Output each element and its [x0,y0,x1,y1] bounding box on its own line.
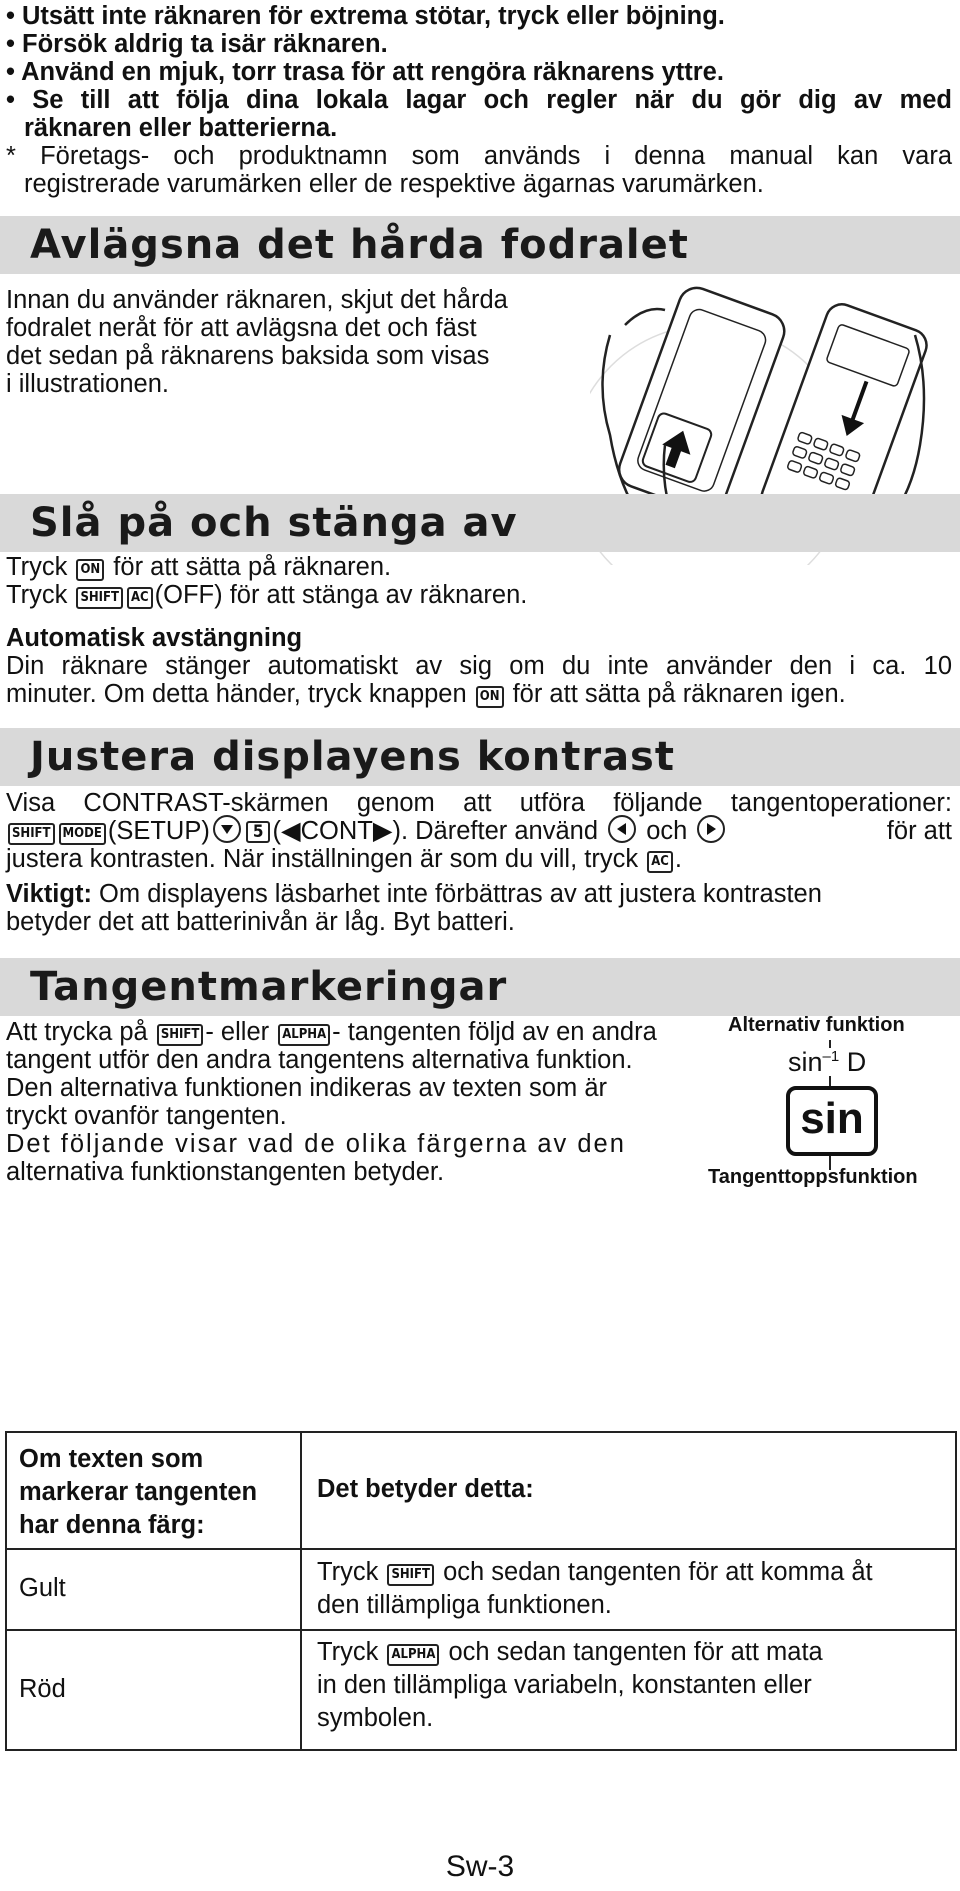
header-left [19,1443,257,1542]
section-heading-power [0,494,960,552]
text: Tryck [6,553,68,581]
keytop-function-label: Tangenttoppsfunktion [708,1166,918,1188]
markings-text: Det följande visar vad de olika färgerna av den [6,1130,626,1158]
text: D [846,1047,867,1077]
markings-text: tangent utför den andra tangentens alternativa funktion. [6,1046,633,1074]
shift-key: SHIFT [8,823,55,845]
remove-case-text: fodralet neråt för att avlägsna det och fäst [6,314,477,342]
page-number: Sw-3 [445,1850,515,1883]
text: (OFF) för att stänga av räknaren. [154,581,528,609]
heading-text: Justera displayens kontrast [30,734,675,780]
text: ( [272,817,281,845]
text: markerar tangenten [19,1478,258,1506]
five-key: 5 [246,821,271,843]
text: sin [788,1047,823,1077]
text: justera kontrasten. När inställningen är som du vill, tryck [6,845,639,873]
ac-key: AC [127,587,153,609]
footnote-trademarks: * Företags- och produktnamn som används i denna manual kan vara [6,142,952,170]
text: - eller [205,1018,270,1046]
text: Att trycka på [6,1018,148,1046]
heading-text: Slå på och stänga av [30,500,518,546]
text: (SETUP) [107,817,210,845]
text: har denna färg: [19,1511,205,1539]
text: Tryck [317,1638,379,1666]
on-key: ON [76,559,104,581]
bullet-clean: • Använd en mjuk, torr trasa för att rengöra räknarens yttre. [6,58,724,86]
left-arrow-key-icon [608,815,636,843]
heading-text: Tangentmarkeringar [30,964,508,1010]
on-key: ON [476,686,504,708]
text: - tangenten följd av en andra [332,1018,657,1046]
bullet-disposal: • Se till att följa dina lokala lagar och regler när du gör dig av med [6,86,952,114]
bullet-shock: • Utsätt inte räknaren för extrema stötar, tryck eller böjning. [6,2,725,30]
text: och sedan tangenten för att mata [448,1638,823,1666]
text: ). Därefter använd [392,817,599,845]
important-note-2: betyder det att batterinivån är låg. Byt batteri. [6,908,515,936]
text: Tryck [6,581,68,609]
shift-key: SHIFT [387,1564,434,1586]
alpha-key: ALPHA [278,1024,330,1046]
section-heading-markings [0,958,960,1016]
text: symbolen. [317,1704,434,1732]
contrast-text: Visa CONTRAST-skärmen genom att utföra följande tangentoperationer: [6,789,952,817]
heading-text: Avlägsna det hårda fodralet [30,222,689,268]
contrast-text-3 [6,843,682,876]
text: för att sätta på räknaren. [113,553,392,581]
text: CONT [300,817,373,845]
header-right: Det betyder detta: [317,1475,534,1503]
right-arrow-key-icon [697,815,725,843]
sin-key: sin [786,1086,878,1156]
text: för att sätta på räknaren igen. [512,680,846,708]
superscript: –1 [822,1048,840,1065]
alpha-key: ALPHA [387,1644,439,1666]
markings-text: Den alternativa funktionen indikeras av texten som är [6,1074,607,1102]
section-heading-remove-case [0,216,960,274]
color-table [5,1431,957,1751]
text: . [674,845,682,873]
text: och [646,817,688,845]
column-divider [300,1433,302,1749]
auto-off-text: Din räknare stänger automatiskt av sig om du inte använder den i ca. 10 [6,652,952,680]
table-cell-color: Gult [19,1574,66,1602]
right-triangle-icon: ▶ [372,817,393,845]
row-divider [7,1629,955,1631]
important-label: Viktigt: [6,880,92,908]
text: den tillämpliga funktionen. [317,1591,612,1619]
ac-key: AC [647,851,673,873]
section-heading-contrast [0,728,960,786]
text: in den tillämpliga variabeln, konstanten eller [317,1671,812,1699]
remove-case-text: Innan du använder räknaren, skjut det hårda [6,286,508,314]
table-cell-desc [317,1636,823,1735]
footnote-trademarks-cont: registrerade varumärken eller de respektive ägarnas varumärken. [24,170,764,198]
remove-case-text: det sedan på räknarens baksida som visas [6,342,490,370]
table-cell-desc [317,1556,873,1622]
text: minuter. Om detta händer, tryck knappen [6,680,467,708]
markings-text: tryckt ovanför tangenten. [6,1102,287,1130]
down-arrow-key-icon [213,815,241,843]
bullet-disassemble: • Försök aldrig ta isär räknaren. [6,30,388,58]
mode-key: MODE [59,823,106,845]
text: Om texten som [19,1445,204,1473]
left-triangle-icon: ◀ [280,817,301,845]
text: och sedan tangenten för att komma åt [443,1558,873,1586]
shift-key: SHIFT [157,1024,204,1046]
remove-case-text: i illustrationen. [6,370,169,398]
text: för att [886,817,952,845]
bullet-disposal-cont: räknaren eller batterierna. [24,114,338,142]
markings-text: alternativa funktionstangenten betyder. [6,1158,445,1186]
text: Om displayens läsbarhet inte förbättras av att justera kontrasten [91,880,822,908]
shift-key: SHIFT [76,587,123,609]
auto-off-subheading: Automatisk avstängning [6,624,303,652]
power-off-line [6,579,527,612]
auto-off-text-2 [6,678,846,711]
table-cell-color: Röd [19,1675,66,1703]
text: Tryck [317,1558,379,1586]
alt-function-label: Alternativ funktion [728,1014,905,1036]
row-divider [7,1548,955,1550]
